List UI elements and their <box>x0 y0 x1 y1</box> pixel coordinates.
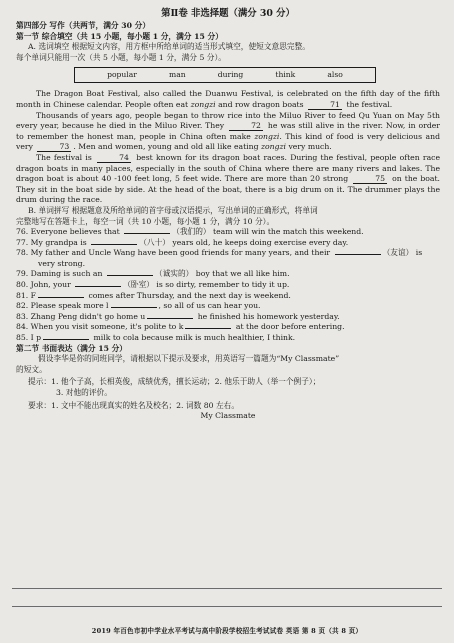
question-text: 77. My grandpa is <box>16 237 90 247</box>
word-bank-item: during <box>217 70 244 80</box>
writing-prompt-cont: 的短文。 <box>16 364 47 374</box>
question-text: 76. Everyone believes that <box>16 227 123 237</box>
section-one-heading: 第一节 综合填空（共 15 小题，每小题 1 分，满分 15 分） <box>16 31 223 41</box>
part-b-instructions-cont: 完整地写在答题卡上，每空一词（共 10 小题，每小题 1 分，满分 10 分）。 <box>16 216 275 226</box>
answer-blank-82[interactable] <box>111 307 157 308</box>
question-text: years old, he keeps doing exercise every day. <box>169 237 349 247</box>
passage-italic-word: zongzi <box>254 131 280 141</box>
question-hint: （友谊） <box>382 248 414 258</box>
passage-text: on the boat. They sit in the boat side by side. At the head of the boat, there is a big drum on it. The drummer plays the drum during the race. <box>16 174 440 205</box>
passage-text: . Men and women, young and old all like eating <box>73 142 261 152</box>
writing-line[interactable] <box>12 588 442 589</box>
word-bank-item: think <box>275 70 296 80</box>
question-hint: （八十） <box>139 237 170 247</box>
question-78 <box>16 248 440 259</box>
question-76 <box>16 227 440 238</box>
answer-blank-77[interactable] <box>91 244 137 245</box>
writing-prompt: 假设李华是你的同班同学，请根据以下提示及要求，用英语写一篇题为“My Classmate” <box>38 354 340 364</box>
question-80 <box>16 280 440 291</box>
answer-blank-83[interactable] <box>147 318 193 319</box>
passage-text: The festival is <box>36 152 96 162</box>
passage-text: . This kind of food is very delicious and very <box>16 131 441 152</box>
section-two-heading: 第二节 书面表达（满分 15 分） <box>16 343 127 353</box>
question-79 <box>16 269 440 280</box>
question-text: 80. John, your <box>16 280 74 290</box>
question-text: 79. Daming is such an <box>16 269 105 279</box>
question-81 <box>16 291 440 302</box>
page-footer: 2019 年百色市初中学业水平考试与高中阶段学校招生考试试卷 英语 第 8 页（共 8 页） <box>91 627 363 636</box>
passage-paragraph-1 <box>16 89 440 110</box>
question-text: , so all of us can hear you. <box>158 301 261 311</box>
part-a-instructions: A. 选词填空 根据短文内容，用方框中所给单词的适当形式填空，使短文意思完整。 <box>28 42 310 52</box>
question-83 <box>16 312 440 323</box>
passage-text: The Dragon Boat Festival, also called the Duanwu Festival, is celebrated on the fifth day of the fifth month in Chinese calendar. People often eat <box>16 89 440 109</box>
paper-title: 第Ⅱ卷 非选择题（满分 30 分） <box>161 8 295 19</box>
question-hint: （卧室） <box>123 280 154 290</box>
blank-74[interactable]: 74 <box>97 153 131 163</box>
blank-75[interactable]: 75 <box>353 174 387 184</box>
word-bank-item: popular <box>107 70 137 80</box>
answer-blank-85[interactable] <box>43 339 89 340</box>
part-a-instructions-cont: 每个单词只能用一次（共 5 小题，每小题 1 分，满分 5 分）。 <box>16 52 226 62</box>
question-text: 85. I p <box>16 333 42 343</box>
writing-line[interactable] <box>12 606 442 607</box>
word-bank-item: man <box>169 70 186 80</box>
passage-italic-word: zongzi <box>190 99 216 109</box>
answer-blank-78[interactable] <box>335 254 381 255</box>
question-text: 84. When you visit someone, it's polite to k <box>16 322 184 332</box>
passage-text: he was still alive in the river. Now, in order to remember the honest man, people in China often make <box>16 121 440 141</box>
part-b-instructions: B. 单词拼写 根据题意及所给单词的首字母或汉语提示，写出单词的正确形式，将单词 <box>28 205 318 215</box>
passage-text: Thousands of years ago, people began to throw rice into the Miluo River to feed Qu Yuan on May 5th every year, because he died in the Miluo River. They <box>16 110 440 131</box>
question-text: 83. Zhang Peng didn't go home u <box>16 311 146 321</box>
question-hint: （诚实的） <box>154 269 194 279</box>
question-text: 81. F <box>16 290 37 300</box>
passage-text: very much. <box>286 142 332 152</box>
passage-paragraph-3 <box>16 153 440 206</box>
writing-requirements: 要求：1. 文中不能出现真实的姓名及校名；2. 词数 80 左右。 <box>28 400 240 410</box>
question-78-cont: very strong. <box>38 258 86 268</box>
blank-73[interactable]: 73 <box>37 142 71 152</box>
passage-text: and row dragon boats <box>215 99 307 109</box>
question-text: is <box>413 248 423 258</box>
question-77 <box>16 238 440 249</box>
passage-italic-word: zongzi <box>260 142 287 152</box>
question-hint: （我们的） <box>172 227 211 237</box>
question-text: is so dirty, remember to tidy it up. <box>153 280 290 290</box>
passage-paragraph-2 <box>16 111 440 153</box>
question-text: boy that we all like him. <box>193 269 290 279</box>
question-text: team will win the match this weekend. <box>210 227 364 237</box>
question-text: comes after Thursday, and the next day is weekend. <box>86 290 291 300</box>
question-text: 78. My father and Uncle Wang have been good friends for many years, and their <box>16 248 333 258</box>
question-text: he finished his homework yesterday. <box>195 311 340 321</box>
answer-blank-76[interactable] <box>124 233 170 234</box>
word-bank-item: also <box>327 70 343 80</box>
answer-blank-80[interactable] <box>75 286 121 287</box>
word-bank-box <box>74 67 376 83</box>
essay-title: My Classmate <box>200 411 256 421</box>
answer-blank-81[interactable] <box>38 297 84 298</box>
blank-72[interactable]: 72 <box>229 121 263 131</box>
question-82 <box>16 301 440 312</box>
question-text: milk to cola because milk is much healthier, I think. <box>91 333 296 343</box>
question-85 <box>16 333 440 344</box>
answer-blank-79[interactable] <box>107 275 153 276</box>
blank-71[interactable]: 71 <box>308 100 342 110</box>
writing-hints: 提示：1. 他个子高，长相英俊，成绩优秀，擅长运动；2. 他乐于助人（举一个例子）； <box>28 377 321 387</box>
part-four-heading: 第四部分 写作（共两节，满分 30 分） <box>16 21 151 30</box>
question-text: 82. Please speak more l <box>16 301 109 311</box>
question-84 <box>16 322 440 333</box>
passage-text: best known for its dragon boat races. During the festival, people often race dragon boats in many places, especially in the south of China where there are many rivers and lakes. The dragon boat is about 40 -100 feet long, 5 feet wide. There are more than 20 strong <box>16 152 441 184</box>
question-text: at the door before entering. <box>233 322 345 332</box>
writing-hints-cont: 3. 对他的评价。 <box>56 388 112 397</box>
passage-text: the festival. <box>344 99 393 109</box>
answer-blank-84[interactable] <box>185 328 231 329</box>
